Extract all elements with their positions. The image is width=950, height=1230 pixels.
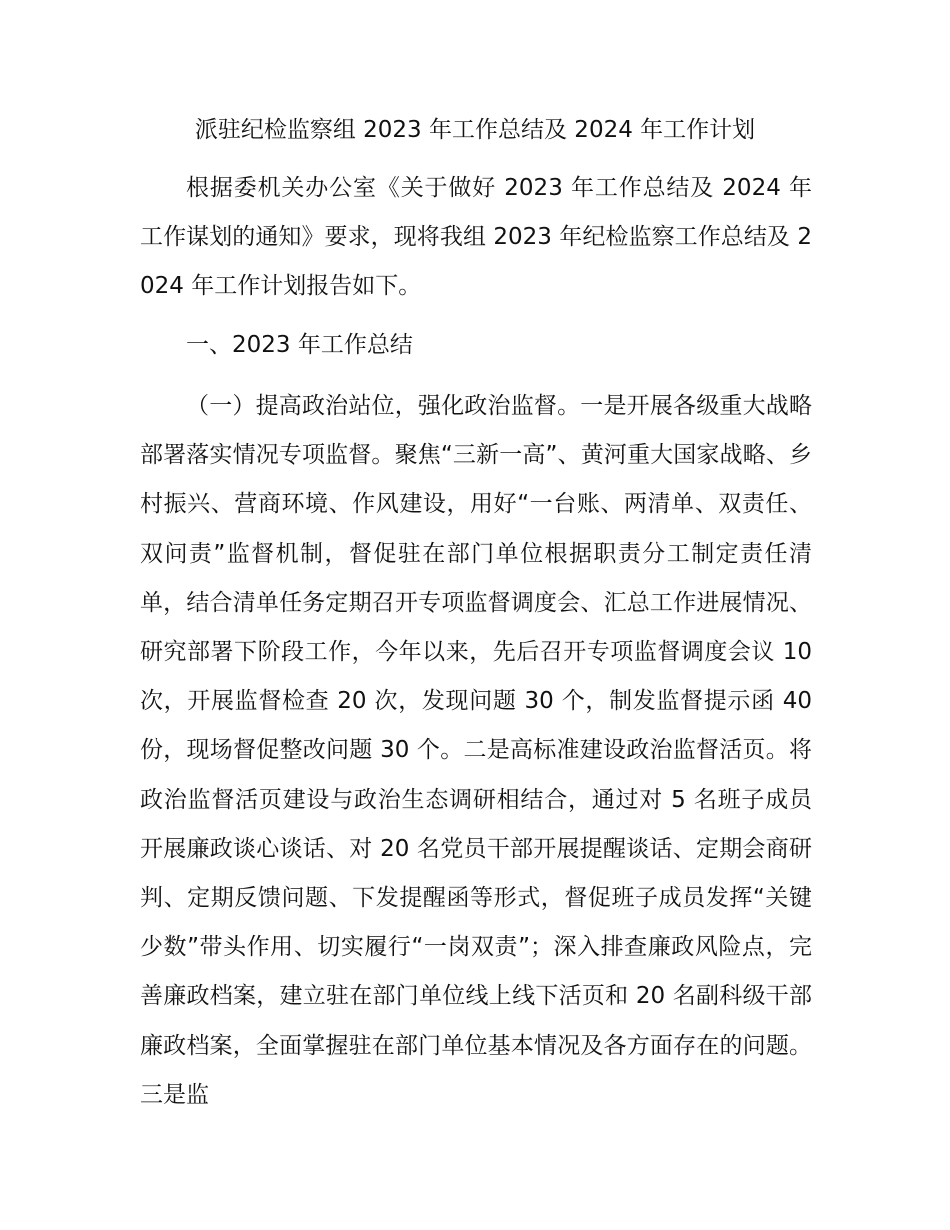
section-heading: 一、2023 年工作总结 — [186, 332, 413, 358]
document-title: 派驻纪检监察组 2023 年工作总结及 2024 年工作计划 — [194, 117, 756, 143]
section-body-paragraph: （一）提高政治站位，强化政治监督。一是开展各级重大战略部署落实情况专项监督。聚焦“三新一高”、黄河重大国家战略、乡村振兴、营商环境、作风建设，用好“一台账、两清单、双责任、双问责”监督机制，督促驻在部门单位根据职责分工制定责任清单，结合清单任务定期召开专项监督调度会、汇总工作进展情况、研究部署下阶段工作，今年以来，先后召开专项监督调度会议 10 次，开展监督检查 20 次，发现问题 30 个，制发监督提示函 40 份，现场督促整改问题 30 个。二是高标准建设政治监督活页。将政治监督活页建设与政治生态调研相结合，通过对 5 名班子成员开展廉政谈心谈话、对 20 名党员干部开展提醒谈话、定期会商研判、定期反馈问题、下发提醒函等形式，督促班子成员发挥“关键少数”带头作用、切实履行“一岗双责”；深入排查廉政风险点，完善廉政档案，建立驻在部门单位线上线下活页和 20 名副科级干部廉政档案，全面掌握驻在部门单位基本情况及各方面存在的问题。三是监 — [140, 393, 812, 1108]
intro-paragraph: 根据委机关办公室《关于做好 2023 年工作总结及 2024 年工作谋划的通知》要求，现将我组 2023 年纪检监察工作总结及 2024 年工作计划报告如下。 — [140, 175, 812, 300]
